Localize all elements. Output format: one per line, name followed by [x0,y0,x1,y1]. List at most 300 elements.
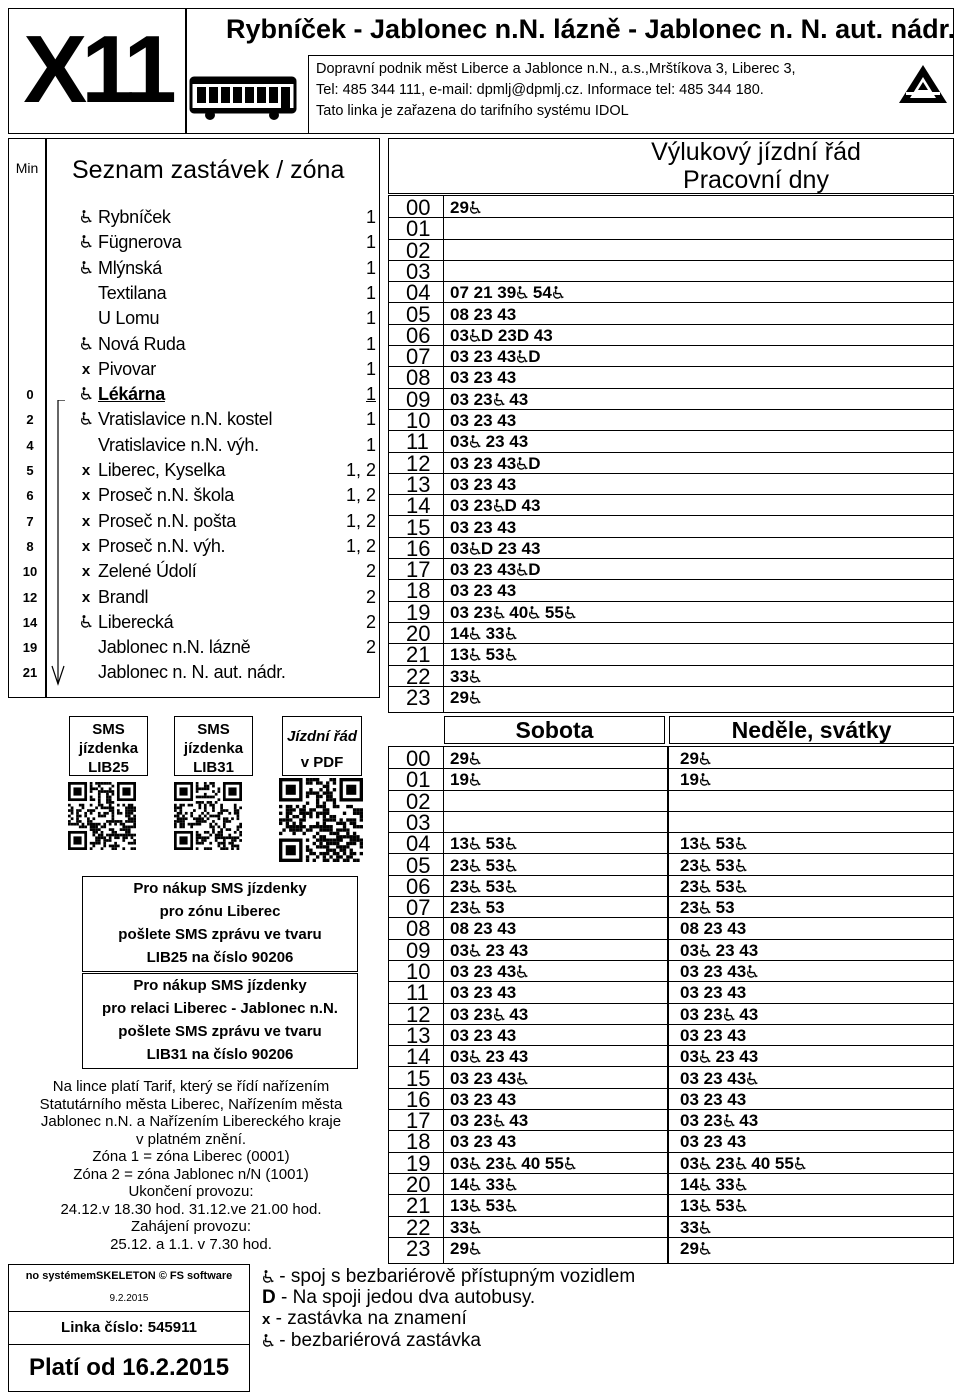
wheelchair-icon [746,965,758,978]
weekday-hour-row [388,684,954,710]
saturday-minutes: 29 [450,748,481,770]
line-code: X11 [23,16,171,123]
departure-minutes: 03 23 43 [450,389,529,409]
wheelchair-icon [699,859,711,872]
hour-label: 09 [406,386,431,412]
weekday-hour-row [388,386,954,412]
accessible-stop-icon [76,256,96,281]
wheelchair-icon [528,606,540,619]
accessible-stop-icon [76,610,96,635]
wheelchair-icon [469,201,481,214]
wheelchair-icon [735,859,747,872]
accessible-stop-icon [76,407,96,432]
stop-name: Mlýnská [98,257,162,278]
wheelchair-icon [80,615,92,628]
weekday-hour-row [388,429,954,455]
weekday-hour-row [388,514,954,540]
accessible-stop-icon [76,332,96,357]
hour-label: 15 [406,514,431,540]
hour-label: 00 [406,746,431,771]
hour-label: 09 [406,937,431,963]
wheelchair-icon [262,1270,274,1283]
operator-line-2: Tel: 485 344 111, e-mail: dpmlj@dpmlj.cz. Informace tel: 485 344 180. [316,82,764,98]
stop-zone: 2 [365,611,376,632]
wheelchair-icon [564,606,576,619]
qr-code-lib31[interactable] [174,782,242,850]
hour-label: 19 [406,599,431,625]
stop-zone: 1 [365,384,376,405]
wheelchair-icon [469,1242,481,1255]
departure-minutes: 07 21 39 54 [450,282,564,304]
departure-minutes: 29 [450,687,481,709]
wheelchair-icon [699,752,711,765]
saturday-minutes: 03 23 43 [450,1025,517,1045]
request-stop-mark: x [262,1311,271,1328]
wheelchair-icon [699,1157,711,1170]
departure-minutes: 03 23 43 [450,581,517,601]
saturday-minutes: 13 53 [450,833,517,855]
departure-minutes: 03 23 43 D [450,453,541,473]
wheelchair-icon [516,350,528,363]
sunday-minutes: 03 23 43 [680,1132,747,1152]
stops-title: Seznam zastávek / zóna [72,156,345,184]
saturday-minutes: 23 53 [450,898,505,918]
stop-name: Nová Ruda [98,333,186,354]
weekend-hour-row [388,1193,954,1219]
bus-icon [188,72,300,122]
weekend-hour-row [388,980,954,1006]
saturday-minutes: 03 23 43 [450,1111,529,1131]
wheelchair-icon [469,648,481,661]
stop-list [8,205,376,690]
wheelchair-icon [469,1157,481,1170]
accessible-stop-icon [76,230,96,255]
wheelchair-icon [80,412,92,425]
stop-name: Liberec, Kyselka [98,460,226,480]
departure-minutes: 03 23 43 [450,411,517,430]
weekday-hour-row [388,642,954,668]
weekday-hour-row [388,557,954,583]
saturday-minutes: 19 [450,769,481,791]
wheelchair-icon [262,1266,274,1287]
hour-label: 20 [406,621,431,646]
sunday-minutes: 29 [680,748,711,770]
stop-row [8,635,376,660]
stop-row [8,332,376,357]
weekday-title: Pracovní dny [683,166,829,194]
stop-minute [8,281,52,306]
departure-minutes: 03 23 43 [450,474,517,494]
weekend-hour-row [388,831,954,857]
wheelchair-icon [469,329,481,342]
wheelchair-icon [80,337,92,350]
wheelchair-icon [735,880,747,893]
wheelchair-icon [262,1330,274,1351]
weekday-hour-row [388,599,954,625]
weekend-hour-row [388,1086,954,1112]
wheelchair-icon [469,1050,481,1063]
sunday-minutes: 08 23 43 [680,919,747,939]
hour-label: 08 [406,365,431,391]
qr-code-pdf[interactable] [279,778,363,862]
saturday-minutes: 03 23 43 [450,1089,517,1109]
departure-minutes: 03 23 43 [450,368,517,388]
wheelchair-icon [735,1199,747,1212]
weekday-hour-row [388,344,954,370]
wheelchair-icon [469,1178,481,1191]
qr-code-lib25[interactable] [68,782,136,850]
sunday-minutes: 03 23 43 [680,1111,759,1131]
wheelchair-icon [469,691,481,704]
sunday-minutes: 03 23 43 [680,1068,758,1090]
stop-minute [8,306,52,331]
software-credit: no systémemSKELETON © FS software [25,1270,233,1282]
stop-name: Vratislavice n.N. výh. [98,434,259,455]
wheelchair-icon [516,965,528,978]
operator-line-3: Tato linka je zařazena do tarifního systému IDOL [316,103,629,119]
stop-row [8,357,376,382]
sunday-minutes: 33 [680,1217,711,1239]
wheelchair-icon [493,1008,505,1021]
legend-item [262,1287,782,1308]
wheelchair-icon [746,1072,758,1085]
weekend-hour-row [388,1001,954,1027]
weekday-hour-row [388,280,954,306]
route-title: Rybníček - Jablonec n.N. lázně - Jablonec n. N. aut. nádr. [226,14,956,44]
stop-zone: 1 [365,409,376,430]
weekday-hour-row [388,258,954,284]
hour-label: 07 [406,344,431,370]
stop-row [8,483,376,508]
weekday-hour-row [388,623,954,644]
stop-minute: 10 [22,564,38,580]
stop-name: Textilana [98,282,167,303]
hour-label: 18 [406,578,431,604]
stop-name: Proseč n.N. výh. [98,535,226,556]
weekend-hour-row [388,1214,954,1240]
wheelchair-icon [699,1199,711,1212]
weekend-hour-row [388,1044,954,1070]
sunday-minutes: 23 53 [680,898,735,918]
stop-row [8,509,376,534]
sunday-minutes: 19 [680,769,711,791]
weekday-hour-row [388,216,954,242]
weekday-hour-row [388,578,954,604]
weekday-hour-row [388,663,954,689]
wheelchair-icon [469,670,481,683]
wheelchair-icon [80,210,92,223]
stop-row [8,382,376,407]
hour-label: 01 [406,216,431,242]
sunday-minutes: 03 23 43 [680,1025,747,1045]
stop-minute: 5 [26,463,34,478]
saturday-minutes: 08 23 43 [450,919,517,939]
hour-label: 11 [406,980,429,1006]
departure-minutes: 03 23 40 55 [450,602,576,624]
stop-minute: 8 [26,538,34,554]
stop-zone: 2 [365,637,376,658]
wheelchair-icon [699,944,711,957]
hour-label: 06 [406,873,431,899]
stop-row [8,256,376,281]
sms-info-box-2: Pro nákup SMS jízdenky pro relaci Liberec - Jablonec n.N. pošlete SMS zprávu ve tvaru LIB31 na číslo 90206 [82,973,358,1069]
stop-minute: 7 [26,513,34,529]
hour-label: 17 [406,1108,431,1134]
legend-item [262,1330,782,1351]
weekend-hour-row [388,1150,954,1176]
weekday-rows [388,197,954,709]
wheelchair-icon [735,837,747,850]
sunday-minutes: 29 [680,1238,711,1260]
wheelchair-icon [80,261,92,274]
wheelchair-icon [699,901,711,914]
stop-name: U Lomu [98,308,160,329]
request-stop-mark: x [81,360,91,378]
weekend-hour-row [388,767,954,793]
wheelchair-icon [516,457,528,470]
hour-label: 14 [406,1044,431,1070]
weekday-hour-row [388,322,954,348]
stop-minute: 12 [22,589,38,605]
stop-zone: 2 [365,586,376,607]
hour-label: 02 [406,788,431,814]
wheelchair-icon [469,901,481,914]
wheelchair-icon [735,1178,747,1191]
stop-name: Pivovar [98,358,156,379]
wheelchair-icon [469,944,481,957]
wheelchair-icon [699,1050,711,1063]
wheelchair-icon [80,387,92,400]
wheelchair-icon [794,1157,806,1170]
wheelchair-icon [699,1221,711,1234]
sunday-minutes: 03 23 43 [680,961,758,983]
weekend-hour-row [388,916,954,942]
weekend-hour-row [388,937,954,963]
wheelchair-icon [469,752,481,765]
sunday-minutes: 13 53 [680,1195,747,1217]
wheelchair-icon [564,1157,576,1170]
hour-label: 02 [406,237,431,263]
hour-label: 05 [406,301,431,327]
weekend-hour-row [388,1235,954,1261]
saturday-minutes: 33 [450,1217,481,1239]
hour-label: 22 [406,1214,431,1240]
request-stop-mark: x [81,588,91,606]
pdf-label: Jízdní řád v PDF [286,728,357,771]
weekday-hour-row [388,301,954,327]
departure-minutes: 03 23 43 D [450,347,541,367]
stop-minute: 14 [22,614,38,630]
stop-minute: 6 [26,488,34,504]
saturday-minutes: 29 [450,1238,481,1260]
hour-label: 19 [406,1150,431,1176]
wheelchair-icon [469,627,481,640]
wheelchair-icon [493,393,505,406]
departure-minutes: 03 23 D 43 [450,496,541,516]
legend-text: - Na spoji jedou dva autobusy. [275,1287,536,1308]
stop-name: Vratislavice n.N. kostel [98,409,273,430]
stop-name: Liberecká [98,611,174,632]
stop-row [8,559,376,584]
sunday-minutes: 03 23 43 [680,1047,759,1067]
weekday-hour-row [388,197,954,218]
legend-item [262,1266,782,1287]
stop-row [8,610,376,635]
hour-label: 03 [406,809,431,835]
weekend-hour-row [388,1022,954,1048]
line-number: Linka číslo: 545911 [61,1319,197,1336]
weekday-hour-row [388,493,954,519]
departure-minutes: 03 23 43 D [450,560,541,580]
wheelchair-icon [505,1157,517,1170]
weekend-hour-row [388,961,954,982]
hour-label: 16 [406,1086,431,1112]
weekday-hour-row [388,410,954,431]
stop-zone: 1, 2 [345,510,376,531]
hour-label: 12 [406,450,431,476]
stop-row [8,230,376,255]
wheelchair-icon [516,563,528,576]
sms-info-box-1: Pro nákup SMS jízdenky pro zónu Liberec pošlete SMS zprávu ve tvaru LIB25 na číslo 90206 [82,876,358,972]
stop-zone: 1 [365,232,376,253]
stop-zone: 1 [365,308,376,329]
hour-label: 18 [406,1129,431,1155]
stop-zone: 1 [365,282,376,303]
wheelchair-icon [735,1157,747,1170]
wheelchair-icon [552,286,564,299]
legend-text: - spoj s bezbariérově přístupným vozidlem [274,1266,636,1287]
stop-name: Proseč n.N. škola [98,485,234,506]
weekend-hour-row [388,1065,954,1091]
saturday-minutes: 03 23 43 [450,940,529,960]
weekend-hour-row [388,748,954,769]
weekend-hour-row [388,1129,954,1155]
saturday-minutes: 14 33 [450,1174,517,1196]
departure-minutes: 08 23 43 [450,304,517,324]
weekend-hour-row [388,873,954,899]
stop-minute: 4 [26,437,34,453]
wheelchair-icon [262,1334,274,1347]
departure-minutes: 29 [450,197,481,219]
wheelchair-icon [699,880,711,893]
wheelchair-icon [493,1114,505,1127]
hour-label: 03 [406,258,431,284]
wheelchair-icon [469,837,481,850]
hour-label: 04 [406,280,431,306]
weekend-hour-row [388,1174,954,1195]
weekday-hour-row [388,471,954,497]
wheelchair-icon [469,1221,481,1234]
request-stop-mark: x [81,563,91,581]
timetable-title: Výlukový jízdní řád [651,138,861,166]
hour-label: 13 [406,471,431,497]
departure-minutes: 14 33 [450,623,517,645]
stop-zone: 1 [365,207,376,227]
hour-label: 06 [406,322,431,348]
hour-label: 12 [406,1001,431,1027]
request-stop-mark: x [81,537,91,555]
wheelchair-icon [723,1114,735,1127]
sms-lib25-label: SMS jízdenka LIB25 [78,721,139,776]
hour-label: 21 [406,642,431,668]
saturday-minutes: 13 53 [450,1195,517,1217]
sunday-minutes: 03 23 43 [680,1004,759,1024]
hour-label: 17 [406,557,431,583]
legend-item [262,1308,782,1330]
wheelchair-icon [469,542,481,555]
hour-label: 11 [406,429,429,455]
saturday-minutes: 03 23 43 [450,1132,517,1152]
sunday-minutes: 03 23 43 [680,983,747,1003]
operator-line-1: Dopravní podnik měst Liberce a Jablonce n.N., a.s.,Mrštíkova 3, Liberec 3, [316,61,796,77]
stop-row [8,534,376,559]
print-date: 9.2.2015 [109,1293,149,1304]
stop-minute: 21 [22,665,38,681]
stop-name: Proseč n.N. pošta [98,510,236,531]
hour-label: 01 [406,767,431,793]
hour-label: 21 [406,1193,431,1219]
departure-minutes: 03 23 43 [450,517,517,537]
wheelchair-icon [505,648,517,661]
weekend-hour-row [388,809,954,835]
wheelchair-icon [493,499,505,512]
hour-label: 20 [406,1172,431,1197]
wheelchair-icon [505,1199,517,1212]
departure-minutes: 03 23 43 [450,432,529,452]
departure-minutes: 33 [450,666,481,688]
accessible-stop-icon [76,382,96,407]
hour-label: 13 [406,1022,431,1048]
saturday-minutes: 03 23 43 [450,1047,529,1067]
hour-label: 07 [406,895,431,921]
wheelchair-icon [505,1178,517,1191]
stop-zone: 1 [365,358,376,379]
stop-zone: 1 [365,333,376,354]
weekday-hour-row [388,535,954,561]
hour-label: 10 [406,959,431,984]
wheelchair-icon [699,1178,711,1191]
legend-text: - bezbariérová zastávka [274,1330,481,1351]
hour-label: 05 [406,852,431,878]
saturday-minutes: 03 23 43 [450,1068,528,1090]
hour-label: 23 [406,684,431,710]
weekend-hour-row [388,788,954,814]
wheelchair-icon [469,1199,481,1212]
double-bus-mark: D [262,1287,276,1308]
saturday-minutes: 23 53 [450,876,517,898]
valid-from: Platí od 16.2.2015 [28,1354,230,1381]
stop-minute: 0 [26,387,34,403]
stop-minute: 2 [26,412,34,428]
hour-label: 14 [406,493,431,519]
sunday-minutes: 03 23 43 [680,940,759,960]
departure-minutes: 03 D 23 43 [450,538,541,558]
stop-zone: 1, 2 [345,460,376,480]
weekday-hour-row [388,450,954,476]
stop-name: Rybníček [98,207,171,227]
wheelchair-icon [469,435,481,448]
weekend-hour-row [388,895,954,921]
stop-name: Brandl [98,586,149,607]
wheelchair-icon [516,286,528,299]
sms-lib31-label: SMS jízdenka LIB31 [183,721,244,776]
hour-label: 15 [406,1065,431,1091]
request-stop-mark: x [81,487,91,505]
stop-name: Jablonec n.N. lázně [98,637,251,658]
wheelchair-icon [469,773,481,786]
stop-name: Lékárna [98,384,165,405]
wheelchair-icon [505,859,517,872]
